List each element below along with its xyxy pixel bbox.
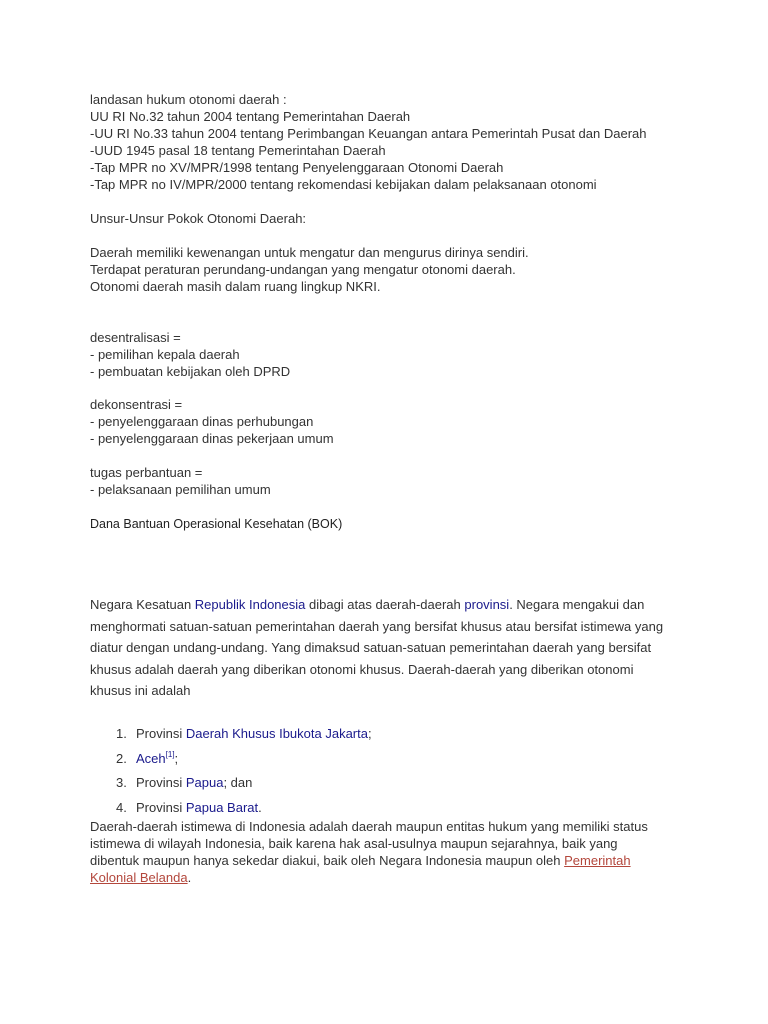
paragraph-line	[90, 869, 690, 886]
link-republik-indonesia[interactable]: Republik Indonesia	[194, 597, 306, 612]
elements-item: Otonomi daerah masih dalam ruang lingkup NKRI.	[90, 279, 381, 294]
link-kolonial-belanda[interactable]: Kolonial Belanda	[90, 870, 188, 885]
link-provinsi[interactable]: provinsi	[464, 597, 510, 612]
bok-title: Dana Bantuan Operasional Kesehatan (BOK)	[90, 517, 343, 531]
list-item	[116, 724, 372, 749]
dekonsentrasi-item: - penyelenggaraan dinas pekerjaan umum	[90, 431, 334, 446]
dekonsentrasi-heading: dekonsentrasi =	[90, 397, 183, 412]
paragraph-text: dibagi atas daerah-daerah	[305, 597, 465, 612]
tugas-item: - pelaksanaan pemilihan umum	[90, 482, 271, 497]
special-autonomy-paragraph	[90, 594, 690, 702]
paragraph-line	[90, 852, 690, 869]
list-text: ; dan	[223, 775, 253, 790]
list-item	[116, 773, 372, 798]
document-body	[90, 91, 690, 533]
footnote-link[interactable]: [1]	[165, 749, 175, 759]
desentralisasi-item: - pembuatan kebijakan oleh DPRD	[90, 364, 291, 379]
list-item	[116, 749, 372, 774]
link-pemerintah-kolonial[interactable]: Pemerintah	[564, 853, 631, 868]
list-text: Provinsi	[136, 726, 186, 741]
list-number: 2.	[116, 750, 127, 766]
list-text: Provinsi	[136, 775, 186, 790]
paragraph-text: dibentuk maupun hanya sekedar diakui, baik oleh Negara Indonesia maupun oleh	[90, 853, 565, 868]
legal-basis-item: -UUD 1945 pasal 18 tentang Pemerintahan Daerah	[90, 143, 386, 158]
link-papua-barat[interactable]: Papua Barat	[185, 799, 259, 815]
link-papua[interactable]: Papua	[185, 775, 224, 790]
elements-item: Terdapat peraturan perundang-undangan yang mengatur otonomi daerah.	[90, 262, 516, 277]
elements-item: Daerah memiliki kewenangan untuk mengatur dan mengurus dirinya sendiri.	[90, 245, 529, 260]
paragraph-line: khusus adalah daerah yang diberikan otonomi khusus. Daerah-daerah yang diberikan otonomi	[90, 661, 634, 677]
desentralisasi-item: - pemilihan kepala daerah	[90, 347, 240, 362]
paragraph-line: Daerah-daerah istimewa di Indonesia adalah daerah maupun entitas hukum yang memiliki status	[90, 819, 648, 834]
legal-basis-item: -UU RI No.33 tahun 2004 tentang Perimbangan Keuangan antara Pemerintah Pusat dan Daerah	[90, 126, 647, 141]
legal-basis-item: -Tap MPR no XV/MPR/1998 tentang Penyelenggaraan Otonomi Daerah	[90, 160, 504, 175]
list-text: Provinsi	[136, 799, 186, 815]
list-number: 4.	[116, 799, 127, 815]
list-text: ;	[174, 750, 179, 766]
elements-heading: Unsur-Unsur Pokok Otonomi Daerah:	[90, 211, 307, 226]
list-number: 1.	[116, 726, 127, 741]
tugas-heading: tugas perbantuan =	[90, 465, 203, 480]
legal-basis-item: -Tap MPR no IV/MPR/2000 tentang rekomendasi kebijakan dalam pelaksanaan otonomi	[90, 177, 597, 192]
paragraph-line: khusus ini adalah	[90, 683, 191, 698]
paragraph-line: diatur dengan undang-undang. Yang dimaksud satuan-satuan pemerintahan daerah yang bersifat	[90, 640, 652, 655]
special-regions-paragraph	[90, 818, 690, 886]
paragraph-text: . Negara mengakui dan	[509, 597, 645, 612]
special-regions-list	[116, 724, 372, 822]
paragraph-text: Negara Kesatuan	[90, 597, 195, 612]
paragraph-text: .	[187, 870, 192, 885]
list-number: 3.	[116, 775, 127, 790]
legal-basis-item: UU RI No.32 tahun 2004 tentang Pemerintahan Daerah	[90, 109, 411, 124]
list-text: ;	[367, 726, 372, 741]
list-text: .	[258, 799, 262, 815]
link-aceh[interactable]: Aceh	[136, 750, 166, 766]
desentralisasi-heading: desentralisasi =	[90, 330, 181, 345]
paragraph-line	[90, 594, 690, 616]
legal-basis-heading: landasan hukum otonomi daerah :	[90, 92, 287, 107]
paragraph-line: istimewa di wilayah Indonesia, baik karena hak asal-usulnya maupun sejarahnya, baik yang	[90, 836, 618, 851]
paragraph-line: menghormati satuan-satuan pemerintahan daerah yang bersifat khusus atau bersifat istimewa yang	[90, 618, 664, 634]
link-dki-jakarta[interactable]: Daerah Khusus Ibukota Jakarta	[185, 726, 368, 741]
dekonsentrasi-item: - penyelenggaraan dinas perhubungan	[90, 414, 314, 429]
